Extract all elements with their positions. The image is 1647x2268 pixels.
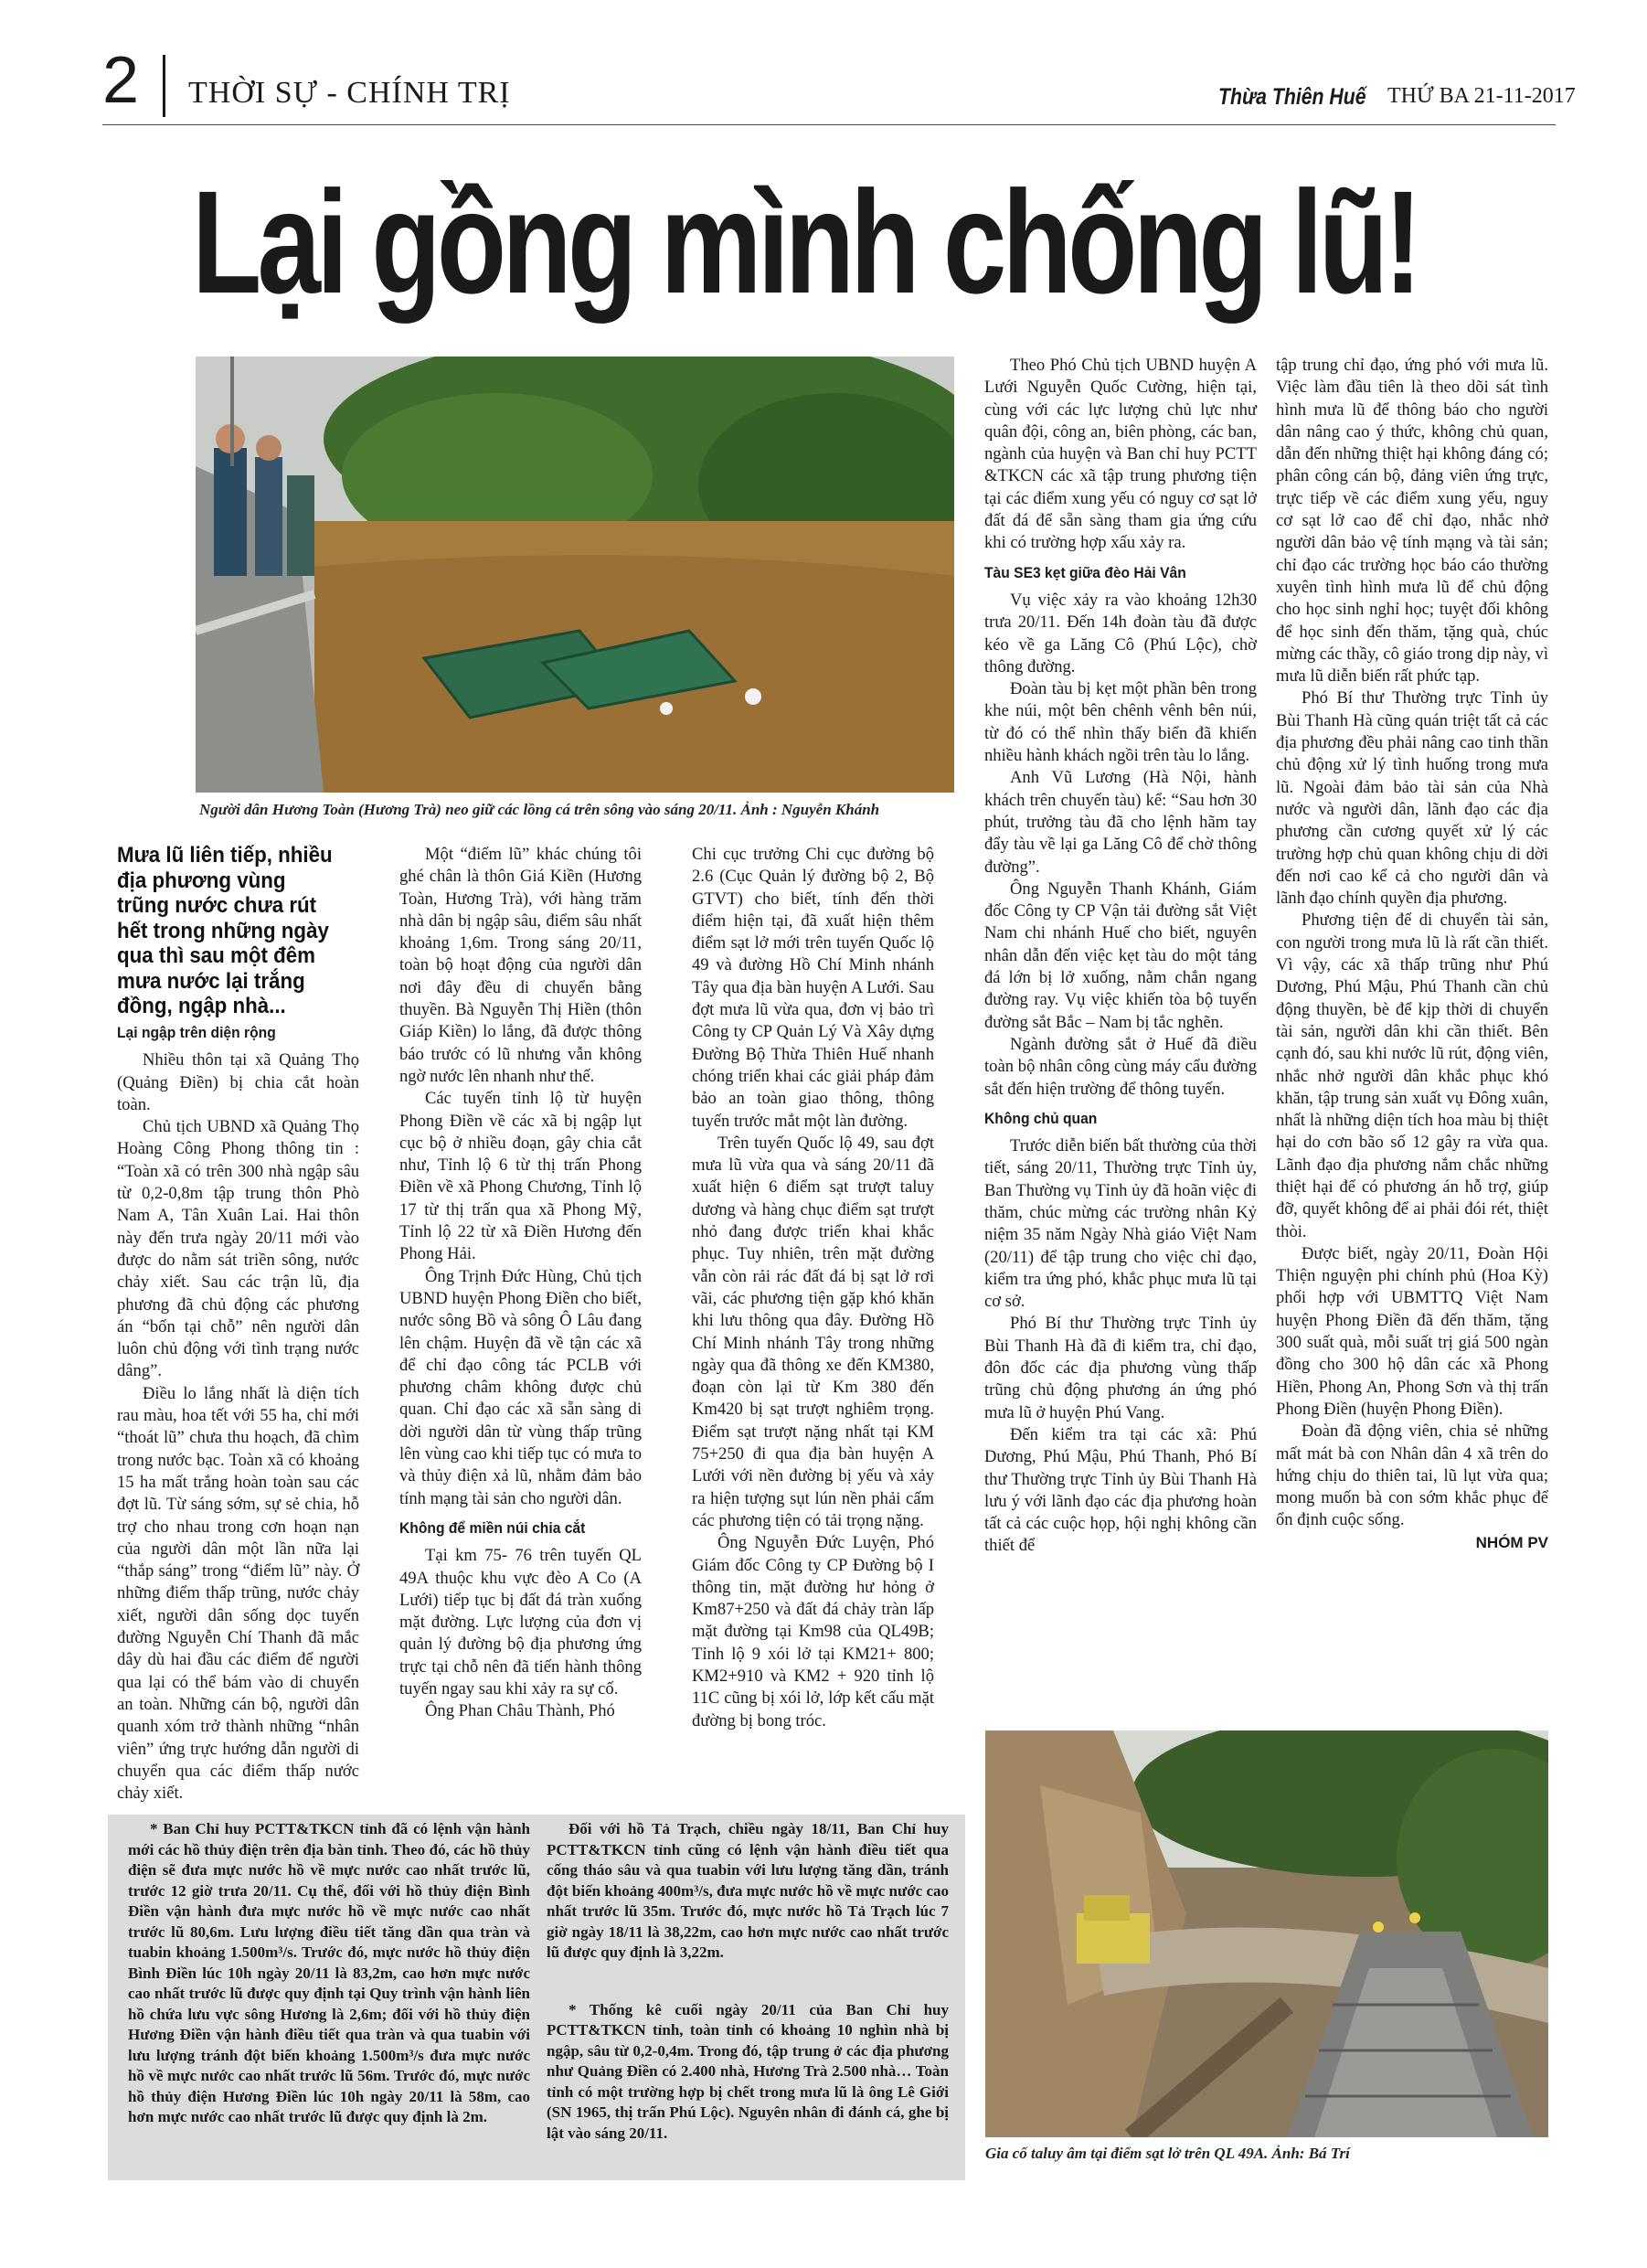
article-column-4 bbox=[984, 355, 1257, 1558]
info-box-right bbox=[547, 1819, 949, 2144]
paragraph: Ông Trịnh Đức Hùng, Chủ tịch UBND huyện Phong Điền cho biết, nước sông Bồ và sông Ô Lâu đang lên chậm. Huyện đã về tận các xã để chỉ đạo công tác PCLB với phương châm không được chủ quan. Chỉ đạo các xã sẵn sàng di dời người dân từ vùng thấp trũng lên vùng cao khi tiếp tục có mưa to và thủy điện xả lũ, nhằm đảm bảo tính mạng tài sản cho người dân. bbox=[399, 1266, 642, 1508]
section-title: THỜI SỰ - CHÍNH TRỊ bbox=[188, 76, 511, 110]
paragraph: Một “điểm lũ” khác chúng tôi ghé chân là thôn Giá Kiền (Hương Toàn, Hương Trà), với hàng trăm nhà dân bị ngập sâu, điểm sâu nhất khoảng 1,6m. Trong sáng 20/11, toàn bộ hoạt động của người dân nơi đây đều di chuyển bằng thuyền. Bà Nguyễn Thị Hiền (thôn Giáp Kiền) lo lắng, đã được thông báo trước có lũ nhưng vẫn không ngờ nước lên nhanh như thế. bbox=[399, 845, 642, 1086]
article-column-1 bbox=[117, 1015, 359, 1805]
article-column-2 bbox=[399, 844, 642, 1723]
info-paragraph: * Thống kê cuối ngày 20/11 của Ban Chỉ huy PCTT&TKCN tỉnh, toàn tỉnh có khoảng 10 nghìn nhà bị ngập, sâu từ 0,2-0,4m. Trong đó, tập trung ở các địa phương như Quảng Điền có 2.400 nhà, Hương Trà 2.500 nhà… Toàn tỉnh có một trường hợp bị chết trong mưa lũ là ông Lê Giới (SN 1965, thị trấn Phú Lộc). Nguyên nhân đi đánh cá, ghe bị lật vào sáng 20/11. bbox=[547, 2000, 949, 2142]
issue-date: THỨ BA 21-11-2017 bbox=[1387, 84, 1576, 108]
info-paragraph: Đối với hồ Tả Trạch, chiều ngày 18/11, Ban Chỉ huy PCTT&TKCN tỉnh cũng có lệnh vận hành điều tiết qua cống tháo sâu và qua tuabin với lưu lượng tăng dần, tránh đột biến khoảng 400m³/s, đưa mực nước hồ về mực nước cao nhất trước lũ 35m. Trước đó, mực nước hồ Tả Trạch lúc 7 giờ ngày 18/11 là 38,22m, cao hơn mực nước cao nhất trước lũ được quy định là 3,22m. bbox=[547, 1820, 949, 1961]
paragraph: Đến kiểm tra tại các xã: Phú Dương, Phú Mậu, Phú Thanh, Phó Bí thư Thường trực Tỉnh ủy Bùi Thanh Hà lưu ý với lãnh đạo các địa phương hoàn tất cả các cuộc họp, hội nghị không cần thiết để bbox=[984, 1424, 1257, 1556]
paragraph: Nhiều thôn tại xã Quảng Thọ (Quảng Điền) bị chia cắt hoàn toàn. bbox=[117, 1050, 359, 1114]
flood-photo bbox=[196, 357, 954, 793]
subheading: Không chủ quan bbox=[984, 1109, 1098, 1127]
paragraph: Ông Nguyễn Đức Luyện, Phó Giám đốc Công ty CP Đường bộ I thông tin, mặt đường hư hỏng ở Km87+250 và đất đá chảy tràn lấp mặt đường tại Km98 của QL49B; Tỉnh lộ 9 xói lở tại KM21+ 800; KM2+910 và KM2 + 920 tỉnh lộ 11C cũng bị xói lở, lớp kết cấu mặt đường bị bong tróc. bbox=[692, 1533, 934, 1730]
landslide-photo bbox=[985, 1730, 1548, 2137]
landslide-photo-caption: Gia cố taluy âm tại điểm sạt lở trên QL 49A. Ảnh: Bá Trí bbox=[985, 2145, 1350, 2162]
paragraph: Theo Phó Chủ tịch UBND huyện A Lưới Nguyễn Quốc Cường, hiện tại, cùng với các lực lượng chủ lực như quân đội, công an, biên phòng, các ban, ngành của huyện và Ban chỉ huy PCTT &TKCN các xã tập trung phương tiện tại các điểm xung yếu có nguy cơ sạt lở đất đá để sẵn sàng tham gia ứng cứu khi có trường hợp xấu xảy ra. bbox=[984, 356, 1257, 553]
byline-wrap bbox=[1276, 1532, 1548, 1554]
page-number: 2 bbox=[102, 44, 140, 117]
article-column-5 bbox=[1276, 355, 1548, 1554]
info-paragraph: * Ban Chỉ huy PCTT&TKCN tỉnh đã có lệnh vận hành mới các hồ thủy điện trên địa bàn tỉnh. Theo đó, các hồ thủy điện sẽ đưa mực nước hồ về mực nước cao nhất trước lũ, trước 12 giờ trưa 20/11. Cụ thể, đối với hồ thủy điện Bình Điền vận hành đưa mực nước hồ về mực nước cao nhất trước lũ 80,6m. Lưu lượng điều tiết tăng dần qua tràn và tuabin khoảng 1.500m³/s. Trước đó, mực nước hồ thủy điện Bình Điền lúc 10h ngày 20/11 là 83,2m, cao hơn mực nước cao nhất trước lũ được quy định tại Quy trình vận hành liên hồ chứa lưu vực sông Hương là 2,6m; đối với hồ thủy điện Hương Điền vận hành điều tiết qua tràn và qua tuabin với lưu lượng tránh đột biến khoảng 1.500m³/s đưa mực nước hồ về mực nước cao nhất trước lũ 56m. Trước đó, mực nước hồ thủy điện Hương Điền lúc 10h ngày 20/11 là 58m, cao hơn mực nước cao nhất trước lũ được quy định là 2m. bbox=[128, 1820, 530, 2125]
paragraph: Vụ việc xảy ra vào khoảng 12h30 trưa 20/11. Đến 14h đoàn tàu đã được kéo về ga Lăng Cô (Phú Lộc), chờ thông đường. bbox=[984, 590, 1257, 676]
paragraph: Tại km 75- 76 trên tuyến QL 49A thuộc khu vực đèo A Co (A Lưới) tiếp tục bị đất đá tràn xuống mặt đường. Lực lượng của đơn vị quản lý đường bộ địa phương ứng trực tại chỗ nên đã tiến hành thông tuyến ngay sau khi xảy ra sự cố. bbox=[399, 1546, 642, 1698]
subheading: Không để miền núi chia cắt bbox=[399, 1518, 586, 1537]
paragraph: Trên tuyến Quốc lộ 49, sau đợt mưa lũ vừa qua và sáng 20/11 đã xuất hiện 6 điểm sạt trượt taluy dương và hàng chục điểm sạt trượt nhỏ đang được triển khai khắc phục. Tuy nhiên, trên mặt đường vẫn còn rải rác đất đá bị sạt lở rơi vãi, các phương tiện gặp khó khăn khi lưu thông qua đây. Đường Hồ Chí Minh nhánh Tây trong những ngày qua đã thông xe đến KM380, đoạn còn lại từ Km 380 đến Km420 bị sạt trượt nghiêm trọng. Điểm sạt trượt nặng nhất tại KM 75+250 đi qua địa bàn huyện A Lưới với nền đường bị yếu và xảy ra hiện tượng sụt lún nền phải cấm các phương tiện có tải trọng nặng. bbox=[692, 1133, 934, 1530]
header-divider bbox=[163, 55, 165, 117]
paper-name: Thừa Thiên Huế bbox=[1218, 84, 1366, 110]
paragraph: Phó Bí thư Thường trực Tỉnh ủy Bùi Thanh Hà cũng quán triệt tất cả các địa phương đều phải nâng cao tinh thần chủ động xử lý tình huống trong mưa lũ. Ngoài đảm bảo tài sản của Nhà nước và người dân, lãnh đạo các địa phương cần cương quyết xử lý các trường hợp chủ quan không chịu di dời đến nơi cao kể cả cho người dân và lãnh đạo chính quyền địa phương. bbox=[1276, 688, 1548, 909]
article-lead: Mưa lũ liên tiếp, nhiều địa phương vùng trũng nước chưa rút hết trong những ngày qua thì sau một đêm mưa nước lại trắng đồng, ngập nhà... bbox=[117, 843, 333, 1018]
paragraph: Các tuyến tỉnh lộ từ huyện Phong Điền về các xã bị ngập lụt cục bộ ở nhiều đoạn, gây chia cắt như, Tỉnh lộ 6 từ thị trấn Phong Điền về xã Phong Chương, Tỉnh lộ 17 từ thị trấn qua xã Phong Mỹ, Tỉnh lộ 22 từ xã Điền Hương đến Phong Hải. bbox=[399, 1089, 642, 1264]
article-signature: NHÓM PV bbox=[1475, 1533, 1548, 1551]
subheading: Lại ngập trên diện rộng bbox=[117, 1024, 276, 1041]
paragraph: Điều lo lắng nhất là diện tích rau màu, hoa tết với 55 ha, chỉ mới “thoát lũ” chưa thu hoạch, đã chìm trong nước bạc. Toàn xã có khoảng 15 ha mất trắng hoàn toàn sau các đợt lũ. Từ sáng sớm, sự sẻ chia, hỗ trợ cho nhau trong cơn hoạn nạn của người dân một lần nữa lại “thắp sáng” trong “điểm lũ” này. Ở những điểm thấp trũng, nước chảy xiết, người dân sống dọc tuyến đường Nguyễn Chí Thanh đã mắc dây dù hai đầu các điểm để người qua lại có thể bám vào di chuyển an toàn. Những cán bộ, người dân quanh xóm trở thành những “nhân viên” ứng trực hướng dẫn người di chuyển qua các điểm thấp nước chảy xiết. bbox=[117, 1383, 359, 1804]
paragraph: Chủ tịch UBND xã Quảng Thọ Hoàng Công Phong thông tin : “Toàn xã có trên 300 nhà ngập sâu từ 0,2-0,8m tập trung thôn Phò Nam A, Tân Xuân Lai. Hai thôn này đến trưa ngày 20/11 mới vào được do nằm sát triền sông, nước chảy xiết. Sau các trận lũ, địa phương đã chủ động các phương án “bốn tại chỗ” nên người dân luôn chủ động với tình trạng nước dâng”. bbox=[117, 1117, 359, 1381]
flood-photo-caption: Người dân Hương Toàn (Hương Trà) neo giữ các lồng cá trên sông vào sáng 20/11. Ảnh : Nguyễn Khánh bbox=[199, 801, 880, 818]
paragraph: Đoàn tàu bị kẹt một phần bên trong khe núi, một bên chênh vênh bên núi, từ đó có thể nhìn thấy biển đã khiến nhiều hành khách ngồi trên tàu lo lắng. bbox=[984, 679, 1257, 766]
paragraph: Chi cục trưởng Chi cục đường bộ 2.6 (Cục Quản lý đường bộ 2, Bộ GTVT) cho biết, tính đến thời điểm hiện tại, đã xuất hiện thêm điểm sạt lở mới trên tuyến Quốc lộ 49 và đường Hồ Chí Minh nhánh Tây qua địa bàn huyện A Lưới. Sau đợt mưa lũ vừa qua, đơn vị bảo trì Công ty CP Quản Lý Và Xây dựng Đường Bộ Thừa Thiên Huế nhanh chóng triển khai các giải pháp đảm bảo an toàn giao thông, thông tuyến trước mắt một làn đường. bbox=[692, 845, 934, 1131]
paragraph: Đoàn đã động viên, chia sẻ những mất mát bà con Nhân dân 4 xã trên do hứng chịu do thiên tai, lũ lụt vừa qua; mong muốn bà con sớm khắc phục để ổn định cuộc sống. bbox=[1276, 1421, 1548, 1530]
paragraph: Ông Nguyễn Thanh Khánh, Giám đốc Công ty CP Vận tải đường sắt Việt Nam chi nhánh Huế cho biết, nguyên nhân dẫn đến việc kẹt tàu do một tảng đá lớn bị lở xuống, nằm chắn ngang đường ray. Vụ việc khiến tòa bộ tuyến đường sắt Bắc – Nam bị tắc nghẽn. bbox=[984, 878, 1257, 1032]
paragraph: Ngành đường sắt ở Huế đã điều toàn bộ nhân công cùng máy cẩu đường sắt đến hiện trường để thông tuyến. bbox=[984, 1034, 1257, 1099]
subheading: Tàu SE3 kẹt giữa đèo Hải Vân bbox=[984, 563, 1186, 581]
paragraph: Được biết, ngày 20/11, Đoàn Hội Thiện nguyện phi chính phủ (Hoa Kỳ) phối hợp với UBMTTQ Việt Nam huyện Phong Điền đã đến thăm, tặng 300 suất quà, mỗi suất trị giá 500 ngàn đồng cho 300 hộ dân các xã Phong Hiền, Phong An, Phong Sơn và thị trấn Phong Điền (huyện Phong Điền). bbox=[1276, 1243, 1548, 1419]
paragraph: Trước diễn biến bất thường của thời tiết, sáng 20/11, Thường trực Tỉnh ủy, Ban Thường vụ Tỉnh ủy đã hoãn việc đi thăm, chúc mừng các trường nhân Kỷ niệm 35 năm Ngày Nhà giáo Việt Nam (20/11) để tập trung cho việc chỉ đạo, kiểm tra ứng phó, khắc phục mưa lũ tại cơ sở. bbox=[984, 1136, 1257, 1312]
article-column-3 bbox=[692, 844, 934, 1732]
headline: Lại gồng mình chống lũ! bbox=[192, 160, 1419, 324]
paragraph: Ông Phan Châu Thành, Phó bbox=[425, 1701, 615, 1721]
paragraph: tập trung chỉ đạo, ứng phó với mưa lũ. Việc làm đầu tiên là theo dõi sát tình hình mưa lũ để thông báo cho người dân nâng cao ý thức, không chủ quan, dẫn đến những thiệt hại không đáng có; phân công cán bộ, đảng viên ứng trực, trực tiếp về các điểm xung yếu, nguy cơ sạt lở cao để chỉ đạo, nhắc nhở người dân bảo vệ tính mạng và tài sản; chỉ đạo các trường học báo cáo thường xuyên tình hình mưa lũ để chủ động cho học sinh nghỉ học; tuyệt đối không để học sinh đến thăm, tặng quà, chúc mừng các thầy, cô giáo trong dịp này, vì mưa lũ diễn biến rất phức tạp. bbox=[1276, 356, 1548, 687]
paragraph: Phương tiện để di chuyển tài sản, con người trong mưa lũ là rất cần thiết. Vì vậy, các xã thấp trũng như Phú Dương, Phú Mậu, Phú Thanh cần chủ động thuyền, bè để kịp thời di chuyển tài sản, người dân khi cần thiết. Bên cạnh đó, sau khi nước lũ rút, động viên, nhắc nhở người dân khắc phục khó khăn, tập trung sản xuất vụ Đông xuân, nhất là những diện tích hoa màu bị thiệt hại do cơn bão số 12 gây ra vừa qua. Lãnh đạo địa phương nắm chắc những thiệt hại để có phương án hỗ trợ, giúp đỡ, quyết không để ai phải đói rét, thiệt thòi. bbox=[1276, 910, 1548, 1241]
paragraph: Phó Bí thư Thường trực Tỉnh ủy Bùi Thanh Hà đã đi kiểm tra, chỉ đạo, đôn đốc các địa phương vùng thấp trũng chủ động phương án ứng phó mưa lũ ở huyện Phú Vang. bbox=[984, 1314, 1257, 1422]
paragraph: Anh Vũ Lương (Hà Nội, hành khách trên chuyến tàu) kể: “Sau hơn 30 phút, trưởng tàu đã cho lệnh hãm tay đẩy tàu về lại ga Lăng Cô để chờ thông đường”. bbox=[984, 768, 1257, 877]
header-rule bbox=[102, 124, 1556, 125]
info-box-left bbox=[128, 1819, 530, 2128]
